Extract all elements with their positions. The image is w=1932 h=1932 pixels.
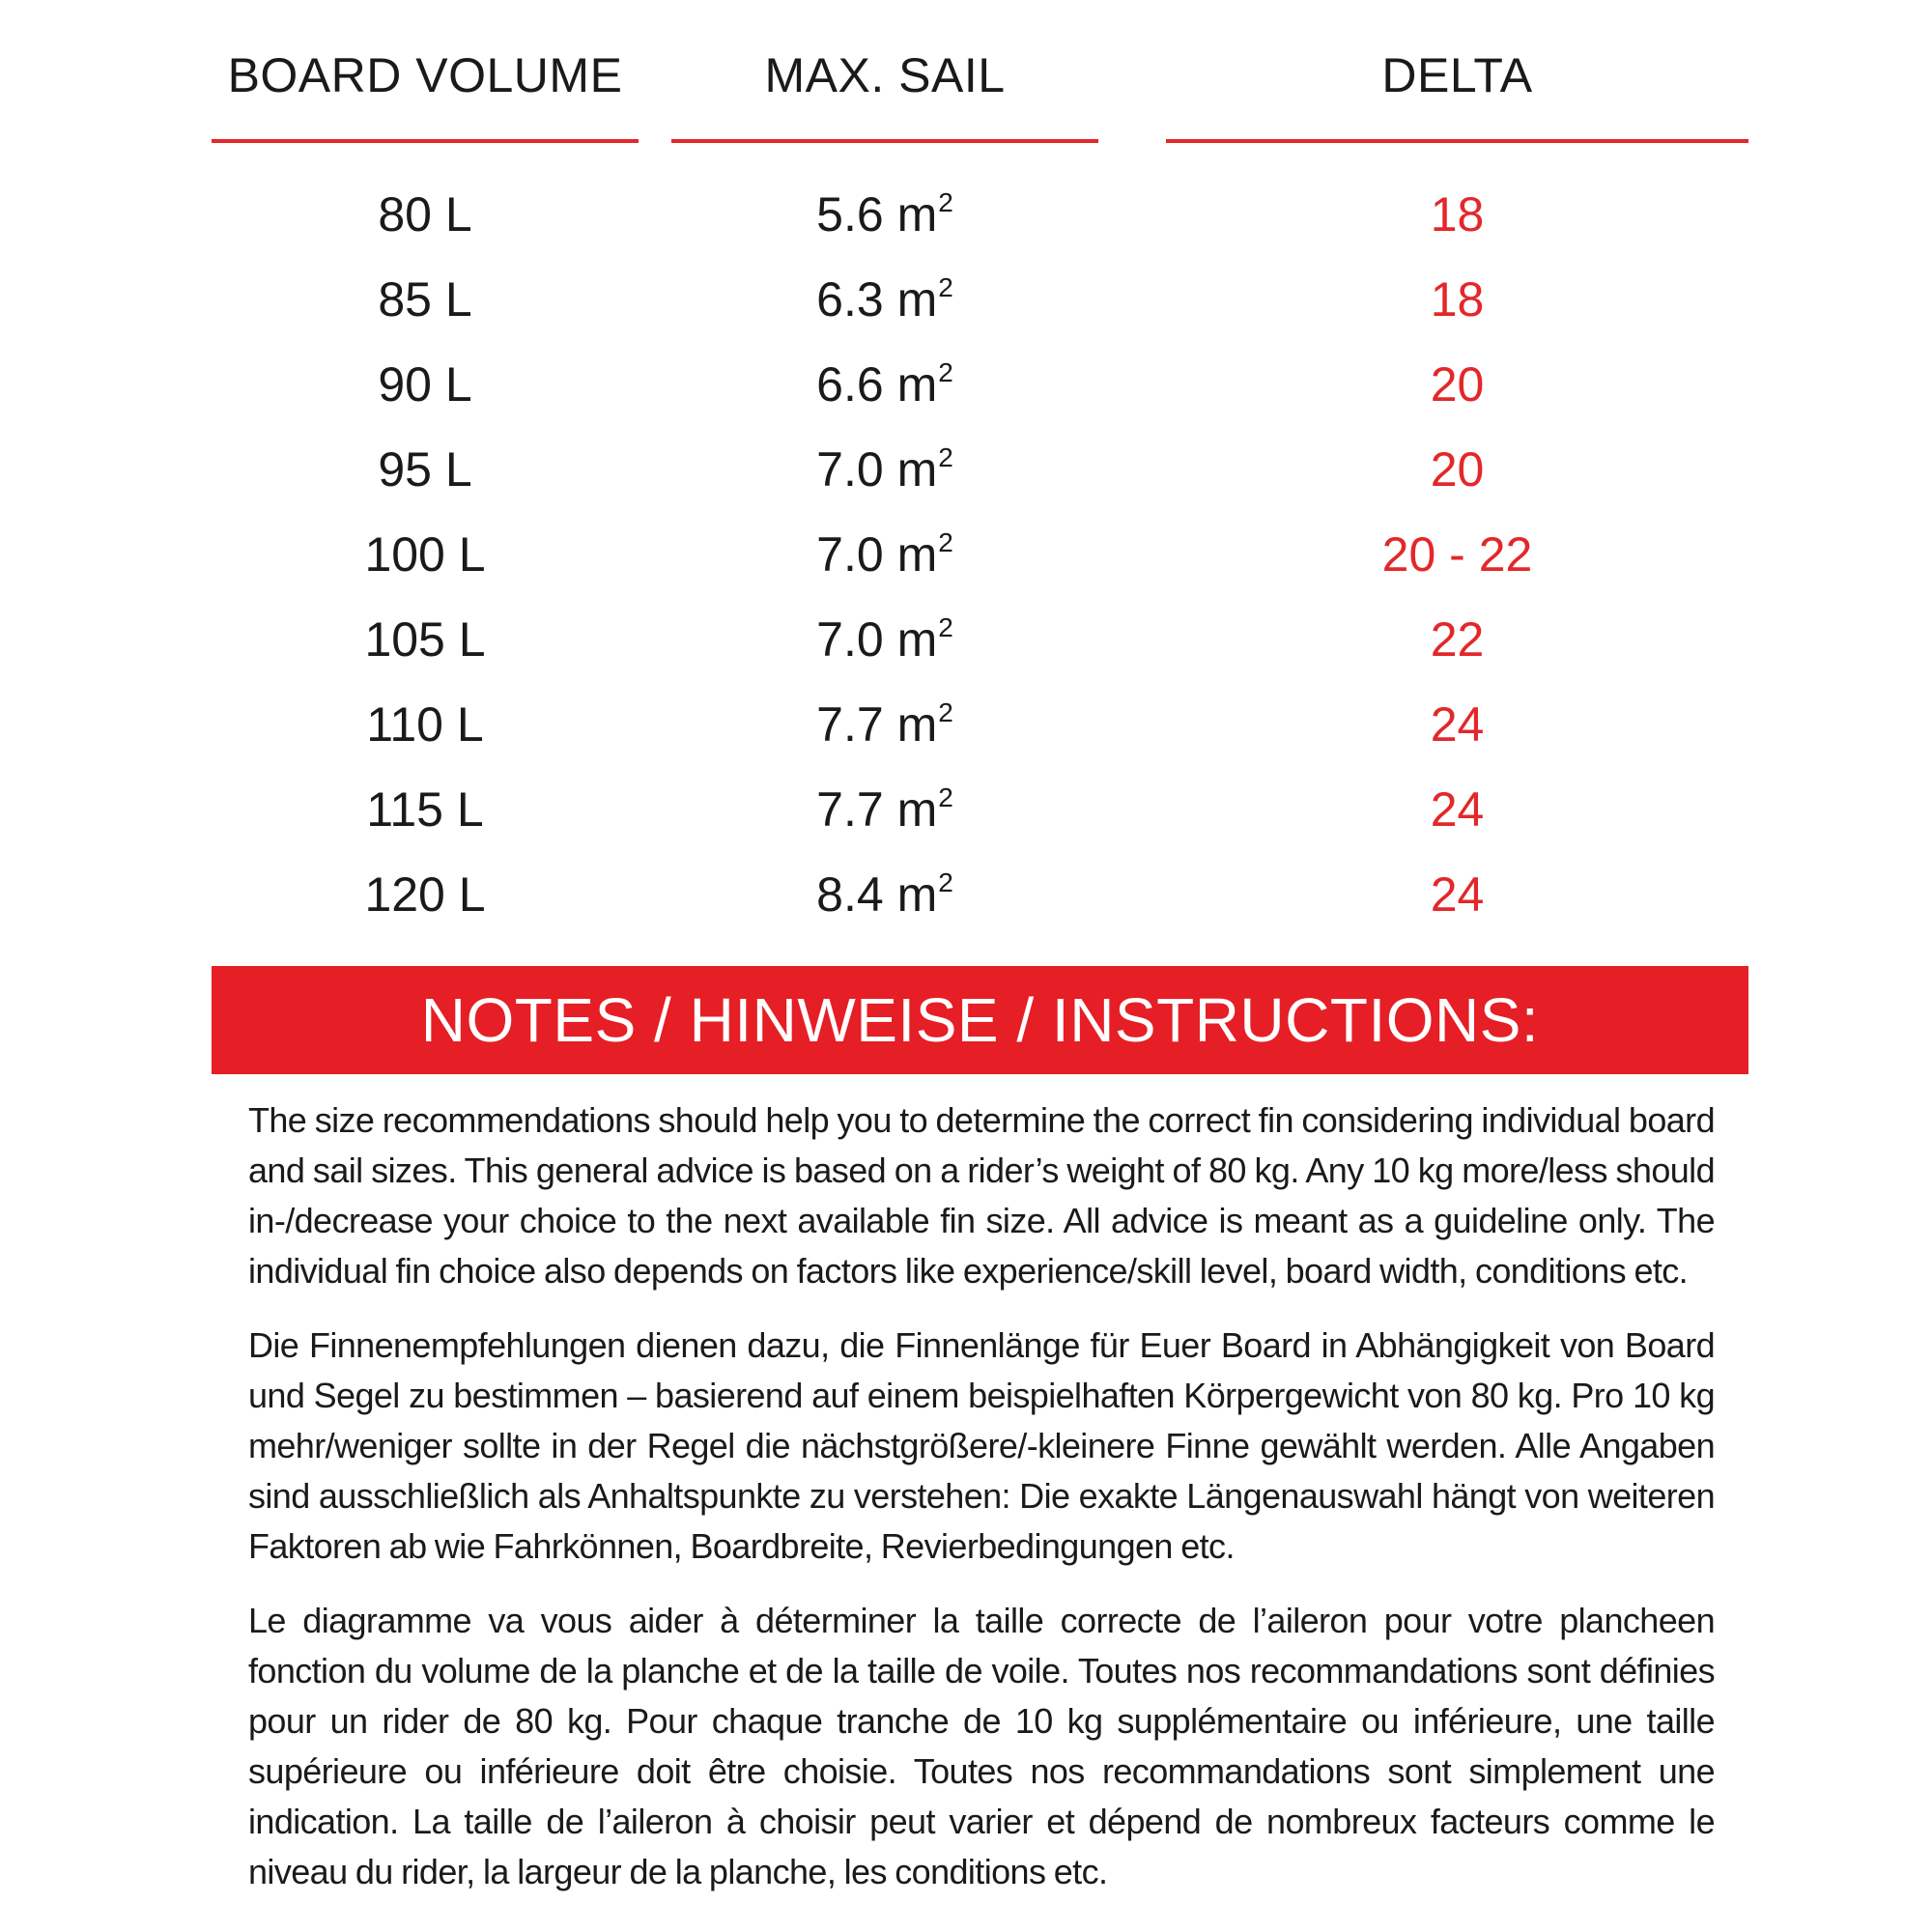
header-underline-volume <box>212 139 639 143</box>
notes-paragraph-english: The size recommendations should help you to determine the correct fin considering individual board and sail sizes. This general advice is based on a rider’s weight of 80 kg. Any 10 kg more/less should in-/decrease your choice to the next available fin size. All advice is meant as a guideline only. The individual fin choice also depends on factors like experience/skill level, board width, conditions etc. <box>248 1100 1715 1291</box>
notes-body <box>248 1095 1715 1921</box>
board-volume-cell: 90 L <box>378 357 472 412</box>
sail-unit-superscript: 2 <box>938 782 953 812</box>
table-row <box>0 342 1932 427</box>
max-sail-value: 6.6 m <box>816 357 938 412</box>
table-row <box>0 852 1932 937</box>
max-sail-cell <box>671 257 1098 342</box>
header-delta: DELTA <box>1381 48 1533 102</box>
table-row <box>0 597 1932 682</box>
max-sail-cell <box>671 597 1098 682</box>
board-volume-cell: 115 L <box>366 782 484 837</box>
table-row <box>0 767 1932 852</box>
max-sail-value: 7.0 m <box>816 612 938 667</box>
sail-unit-superscript: 2 <box>938 527 953 557</box>
table-header <box>0 0 1932 145</box>
table-row <box>0 172 1932 257</box>
max-sail-cell <box>671 342 1098 427</box>
max-sail-cell <box>671 172 1098 257</box>
sail-unit-superscript: 2 <box>938 187 953 217</box>
max-sail-value: 7.0 m <box>816 442 938 497</box>
board-volume-cell: 80 L <box>378 187 472 242</box>
sail-unit-superscript: 2 <box>938 442 953 472</box>
board-volume-cell: 105 L <box>364 612 486 667</box>
max-sail-value: 8.4 m <box>816 867 938 922</box>
header-max-sail: MAX. SAIL <box>764 48 1006 102</box>
table-row <box>0 257 1932 342</box>
board-volume-cell: 85 L <box>378 272 472 327</box>
delta-cell: 24 <box>1430 782 1485 837</box>
header-board-volume: BOARD VOLUME <box>227 48 623 102</box>
delta-cell: 18 <box>1430 187 1485 242</box>
notes-paragraph-french: Le diagramme va vous aider à déterminer la taille correcte de l’aileron pour votre plancheen fonction du volume de la planche et de la taille de voile. Toutes nos recommandations sont définies pour un rider de 80 kg. Pour chaque tranche de 10 kg supplémentaire ou inférieure, une taille supérieure ou inférieure doit être choisie. Toutes nos recommandations sont simplement une indication. La taille de l’aileron à choisir peut varier et dépend de nombreux facteurs comme le niveau du rider, la largeur de la planche, les conditions etc. <box>248 1601 1715 1891</box>
notes-banner <box>212 966 1748 1074</box>
header-underline-delta <box>1166 139 1748 143</box>
delta-cell: 20 - 22 <box>1381 527 1533 582</box>
delta-cell: 20 <box>1430 357 1485 412</box>
notes-title: NOTES / HINWEISE / INSTRUCTIONS: <box>420 985 1540 1055</box>
max-sail-cell <box>671 852 1098 937</box>
max-sail-value: 7.7 m <box>816 782 938 837</box>
max-sail-cell <box>671 427 1098 512</box>
board-volume-cell: 120 L <box>364 867 486 922</box>
max-sail-value: 6.3 m <box>816 272 938 327</box>
sail-unit-superscript: 2 <box>938 867 953 897</box>
board-volume-cell: 95 L <box>378 442 472 497</box>
max-sail-value: 7.7 m <box>816 697 938 752</box>
max-sail-cell <box>671 682 1098 767</box>
delta-cell: 20 <box>1430 442 1485 497</box>
max-sail-cell <box>671 767 1098 852</box>
max-sail-value: 7.0 m <box>816 527 938 582</box>
table-row <box>0 512 1932 597</box>
delta-cell: 24 <box>1430 697 1485 752</box>
board-volume-cell: 100 L <box>364 527 486 582</box>
table-row <box>0 682 1932 767</box>
delta-cell: 18 <box>1430 272 1485 327</box>
board-volume-cell: 110 L <box>366 697 484 752</box>
sail-unit-superscript: 2 <box>938 697 953 727</box>
max-sail-value: 5.6 m <box>816 187 938 242</box>
header-underline-sail <box>671 139 1098 143</box>
sail-unit-superscript: 2 <box>938 272 953 302</box>
max-sail-cell <box>671 512 1098 597</box>
sail-unit-superscript: 2 <box>938 357 953 387</box>
table-row <box>0 427 1932 512</box>
fin-size-table <box>0 172 1932 937</box>
delta-cell: 24 <box>1430 867 1485 922</box>
sail-unit-superscript: 2 <box>938 612 953 642</box>
delta-cell: 22 <box>1430 612 1485 667</box>
notes-paragraph-german: Die Finnenempfehlungen dienen dazu, die Finnenlänge für Euer Board in Abhängigkeit von Board und Segel zu bestimmen – basierend auf einem beispielhaften Körpergewicht von 80 kg. Pro 10 kg mehr/weniger sollte in der Regel die nächstgrößere/-kleinere Finne gewählt werden. Alle Angaben sind ausschließlich als Anhaltspunkte zu verstehen: Die exakte Längenauswahl hängt von weiteren Faktoren ab wie Fahrkönnen, Boardbreite, Revierbedingungen etc. <box>248 1325 1715 1566</box>
